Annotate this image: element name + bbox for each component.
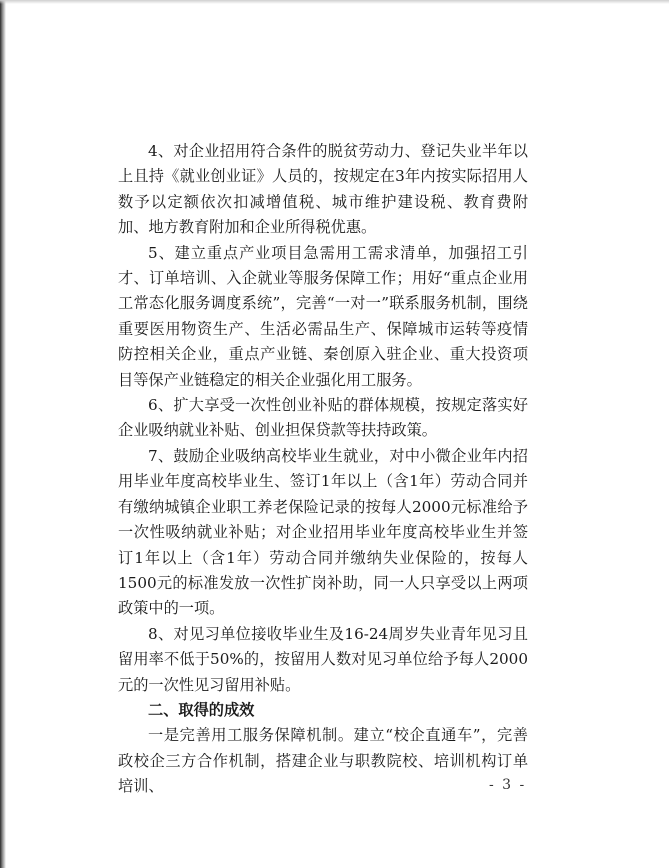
scan-top-shadow (0, 0, 669, 4)
paragraph-achievement-1: 一是完善用工服务保障机制。建立“校企直通车”，完善政校企三方合作机制，搭建企业与职教院校、培训机构订单培训、 (118, 726, 528, 796)
paragraph-item-4: 4、对企业招用符合条件的脱贫劳动力、登记失业半年以上且持《就业创业证》人员的，按规定在3年内按实际招用人数予以定额依次扣减增值税、城市维护建设税、教育费附加、地方教育附加和企业所得税优惠。 (118, 142, 528, 237)
paragraph-item-6: 6、扩大享受一次性创业补贴的群体规模，按规定落实好企业吸纳就业补贴、创业担保贷款等扶持政策。 (118, 396, 528, 440)
scan-edge-shadow (0, 0, 6, 868)
paragraph-item-7: 7、鼓励企业吸纳高校毕业生就业，对中小微企业年内招用毕业年度高校毕业生、签订1年以上（含1年）劳动合同并有缴纳城镇企业职工养老保险记录的按每人2000元标准给予一次性吸纳就业补贴；对企业招用毕业年度高校毕业生并签订1年以上（含1年）劳动合同并缴纳失业保险的，按每人1500元的标准发放一次性扩岗补助，同一人只享受以上两项政策中的一项。 (118, 446, 528, 618)
paragraph-item-8: 8、对见习单位接收毕业生及16-24周岁失业青年见习且留用率不低于50%的，按留用人数对见习单位给予每人2000元的一次性见习留用补贴。 (118, 624, 528, 694)
section-heading: 二、取得的成效 (148, 700, 255, 719)
page-number: - 3 - (489, 777, 527, 793)
document-body (118, 139, 528, 800)
paragraph-item-5: 5、建立重点产业项目急需用工需求清单，加强招工引才、订单培训、入企就业等服务保障工作；用好“重点企业用工常态化服务调度系统”，完善“一对一”联系服务机制，围绕重要医用物资生产、生活必需品生产、保障城市运转等疫情防控相关企业，重点产业链、秦创原入驻企业、重大投资项目等保产业链稳定的相关企业强化用工服务。 (118, 243, 528, 389)
